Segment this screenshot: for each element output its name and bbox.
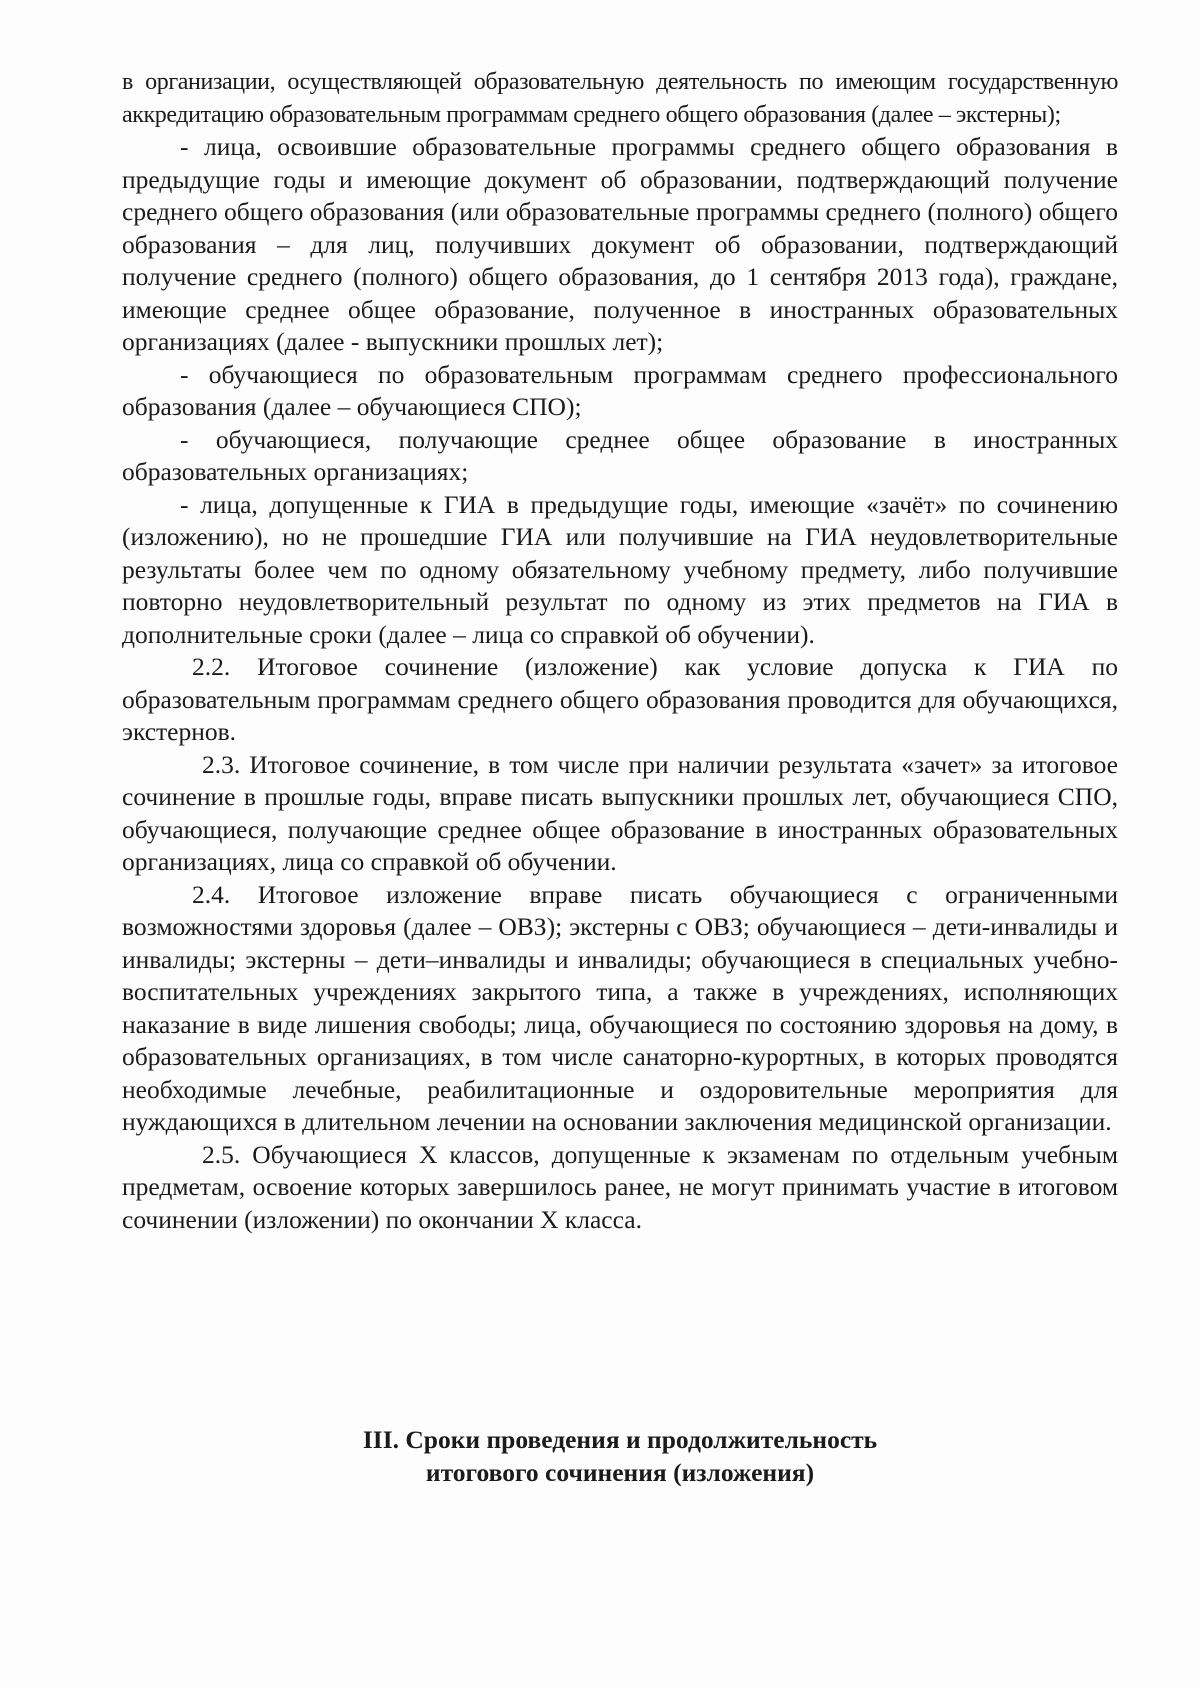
paragraph-certificate-holders: - лица, допущенные к ГИА в предыдущие годы, имеющие «зачёт» по сочинению (изложению), но не прошедшие ГИА или получившие на ГИА неудовлетворительные результаты более чем по одному обязательному учебному предмету, либо получившие повторно неудовлетворительный результат по одному из этих предметов на ГИА в дополнительные сроки (далее – лица со справкой об обучении). — [122, 489, 1118, 649]
document-body — [122, 66, 1118, 1236]
paragraph-2-3: 2.3. Итоговое сочинение, в том числе при наличии результата «зачет» за итоговое сочинение в прошлые годы, вправе писать выпускники прошлых лет, обучающиеся СПО, обучающиеся, получающие среднее общее образование в иностранных образовательных организациях, лица со справкой об обучении. — [122, 749, 1118, 876]
section-heading-line1: III. Сроки проведения и продолжительность — [362, 1425, 878, 1454]
section-heading — [122, 1423, 1118, 1489]
paragraph-2-5: 2.5. Обучающиеся X классов, допущенные к экзаменам по отдельным учебным предметам, освоение которых завершилось ранее, не могут принимать участие в итоговом сочинении (изложении) по окончании X класса. — [122, 1139, 1118, 1234]
paragraph-2-4: 2.4. Итоговое изложение вправе писать обучающиеся с ограниченными возможностями здоровья (далее – ОВЗ); экстерны с ОВЗ; обучающиеся – дети-инвалиды и инвалиды; экстерны – дети–инвалиды и инвалиды; обучающиеся в специальных учебно-воспитательных учреждениях закрытого типа, а также в учреждениях, исполняющих наказание в виде лишения свободы; лица, обучающиеся по состоянию здоровья на дому, в образовательных организациях, в том числе санаторно-курортных, в которых проводятся необходимые лечебные, реабилитационные и оздоровительные мероприятия для нуждающихся в длительном лечении на основании заключения медицинской организации. — [122, 879, 1118, 1136]
paragraph-externs-continuation: в организации, осуществляющей образовательную деятельность по имеющим государственную аккредитацию образовательным программам среднего общего образования (далее – экстерны); — [122, 69, 1118, 128]
paragraph-graduates-previous-years: - лица, освоившие образовательные программы среднего общего образования в предыдущие годы и имеющие документ об образовании, подтверждающий получение среднего общего образования (или образовательные программы среднего (полного) общего образования – для лиц, получивших документ об образовании, подтверждающий получение среднего (полного) общего образования, до 1 сентября 2013 года), граждане, имеющие среднее общее образование, полученное в иностранных образовательных организациях (далее - выпускники прошлых лет); — [122, 132, 1118, 356]
paragraph-2-2: 2.2. Итоговое сочинение (изложение) как условие допуска к ГИА по образовательным программам среднего общего образования проводится для обучающихся, экстернов. — [122, 652, 1118, 746]
paragraph-foreign-students: - обучающиеся, получающие среднее общее образование в иностранных образовательных организациях; — [122, 424, 1118, 486]
paragraph-spo-students: - обучающиеся по образовательным программам среднего профессионального образования (далее – обучающиеся СПО); — [122, 359, 1118, 421]
section-heading-line2: итогового сочинения (изложения) — [425, 1458, 815, 1487]
